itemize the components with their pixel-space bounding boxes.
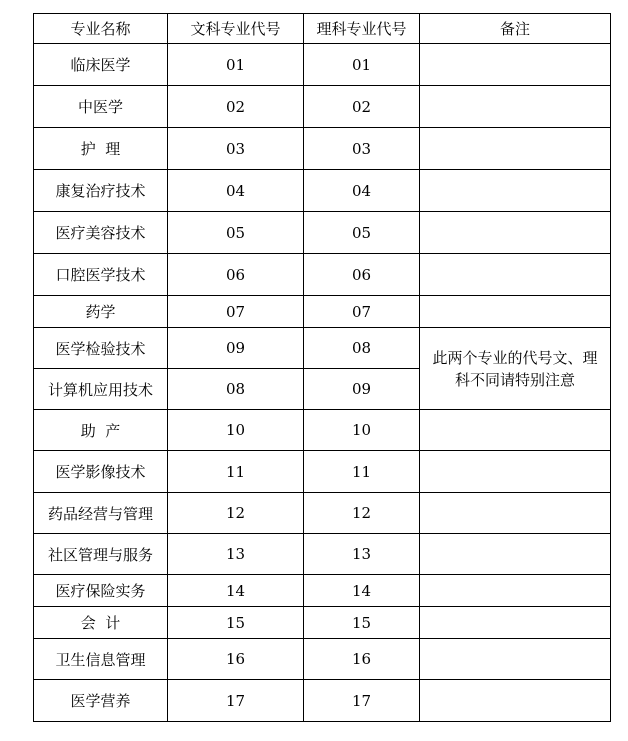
remarks-cell [420, 451, 611, 493]
science-code: 09 [304, 369, 420, 410]
remarks-cell [420, 86, 611, 128]
arts-code: 06 [168, 254, 304, 296]
major-name: 口腔医学技术 [34, 254, 168, 296]
major-code-table [33, 13, 611, 722]
arts-code: 04 [168, 170, 304, 212]
major-name: 卫生信息管理 [34, 639, 168, 680]
science-code: 02 [304, 86, 420, 128]
major-name: 社区管理与服务 [34, 534, 168, 575]
table-row [34, 534, 611, 575]
remarks-note: 此两个专业的代号文、理科不同请特别注意 [420, 328, 611, 410]
major-name: 药学 [34, 296, 168, 328]
remarks-cell [420, 639, 611, 680]
arts-code: 03 [168, 128, 304, 170]
science-code: 12 [304, 493, 420, 534]
arts-code: 14 [168, 575, 304, 607]
header-science-code: 理科专业代号 [304, 14, 420, 44]
remarks-cell [420, 296, 611, 328]
header-major-name: 专业名称 [34, 14, 168, 44]
remarks-cell [420, 128, 611, 170]
table-row [34, 212, 611, 254]
remarks-cell [420, 410, 611, 451]
science-code: 03 [304, 128, 420, 170]
arts-code: 10 [168, 410, 304, 451]
science-code: 16 [304, 639, 420, 680]
arts-code: 01 [168, 44, 304, 86]
header-row [34, 14, 611, 44]
major-name: 医疗保险实务 [34, 575, 168, 607]
arts-code: 15 [168, 607, 304, 639]
header-remarks: 备注 [420, 14, 611, 44]
remarks-cell [420, 680, 611, 722]
table-row [34, 607, 611, 639]
table-row [34, 86, 611, 128]
remarks-cell [420, 534, 611, 575]
remarks-cell [420, 254, 611, 296]
major-name: 药品经营与管理 [34, 493, 168, 534]
science-code: 08 [304, 328, 420, 369]
table-row [34, 680, 611, 722]
table-row [34, 410, 611, 451]
arts-code: 07 [168, 296, 304, 328]
arts-code: 08 [168, 369, 304, 410]
arts-code: 02 [168, 86, 304, 128]
major-name: 医疗美容技术 [34, 212, 168, 254]
major-name: 临床医学 [34, 44, 168, 86]
science-code: 17 [304, 680, 420, 722]
table-row [34, 128, 611, 170]
science-code: 10 [304, 410, 420, 451]
table-row [34, 451, 611, 493]
major-name: 会 计 [34, 607, 168, 639]
major-name: 中医学 [34, 86, 168, 128]
science-code: 01 [304, 44, 420, 86]
major-name: 医学影像技术 [34, 451, 168, 493]
major-name: 计算机应用技术 [34, 369, 168, 410]
science-code: 04 [304, 170, 420, 212]
table-row [34, 493, 611, 534]
major-name: 医学检验技术 [34, 328, 168, 369]
table-row [34, 575, 611, 607]
arts-code: 13 [168, 534, 304, 575]
major-name: 医学营养 [34, 680, 168, 722]
table-row [34, 254, 611, 296]
science-code: 13 [304, 534, 420, 575]
major-name: 助 产 [34, 410, 168, 451]
remarks-cell [420, 607, 611, 639]
major-name: 护 理 [34, 128, 168, 170]
science-code: 06 [304, 254, 420, 296]
remarks-cell [420, 212, 611, 254]
arts-code: 16 [168, 639, 304, 680]
remarks-cell [420, 575, 611, 607]
science-code: 07 [304, 296, 420, 328]
arts-code: 11 [168, 451, 304, 493]
table-row [34, 170, 611, 212]
remarks-cell [420, 44, 611, 86]
science-code: 14 [304, 575, 420, 607]
science-code: 11 [304, 451, 420, 493]
remarks-cell [420, 493, 611, 534]
arts-code: 17 [168, 680, 304, 722]
table-row [34, 296, 611, 328]
major-name: 康复治疗技术 [34, 170, 168, 212]
arts-code: 12 [168, 493, 304, 534]
table-row [34, 328, 611, 369]
science-code: 15 [304, 607, 420, 639]
header-arts-code: 文科专业代号 [168, 14, 304, 44]
science-code: 05 [304, 212, 420, 254]
table-row [34, 44, 611, 86]
table-row [34, 639, 611, 680]
remarks-cell [420, 170, 611, 212]
arts-code: 09 [168, 328, 304, 369]
arts-code: 05 [168, 212, 304, 254]
